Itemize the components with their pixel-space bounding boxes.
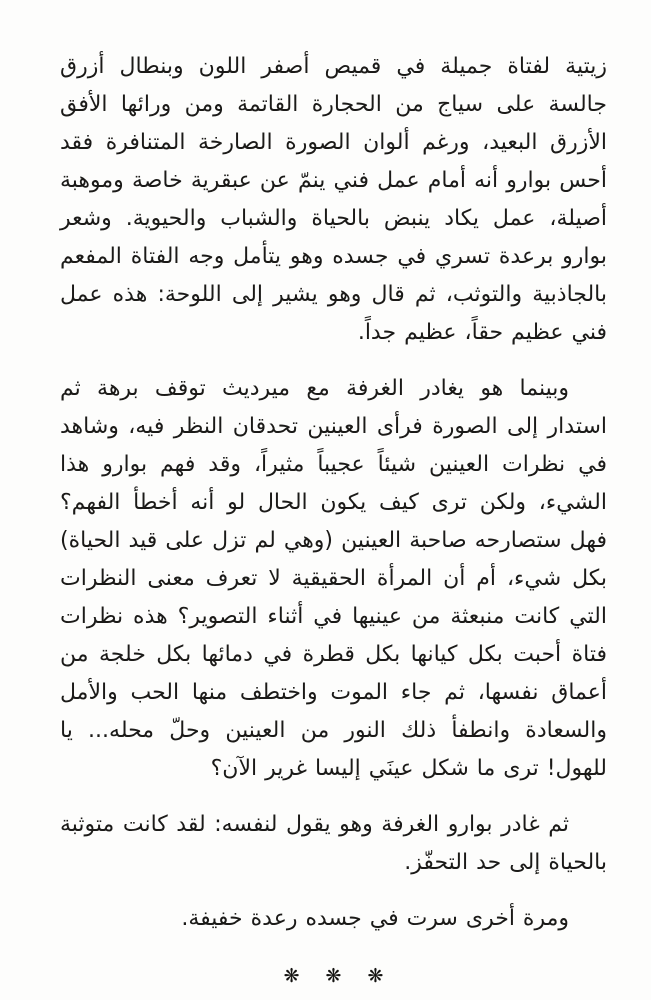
asterisk-icon: ❋: [325, 965, 342, 987]
section-break: [60, 964, 607, 988]
paragraph-4: ومرة أخرى سرت في جسده رعدة خفيفة.: [181, 906, 569, 931]
asterisk-icon: ❋: [283, 965, 300, 987]
asterisk-icon: ❋: [367, 965, 384, 987]
paragraph-2: وبينما هو يغادر الغرفة مع ميرديث توقف برهة ثم استدار إلى الصورة فرأى العينين تحدقان النظر فيه، وشاهد في نظرات العينين شيئاً عجيباً مثيراً، وقد فهم بوارو هذا الشيء، ولكن ترى كيف يكون الحال لو أنه أخطأ الفهم؟ فهل ستصارحه صاحبة العينين (وهي لم تزل على قيد الحياة) بكل شيء، أم أن المرأة الحقيقية لا تعرف معنى النظرات التي كانت منبعثة من عينيها في أثناء التصوير؟ هذه نظرات فتاة أحبت بكل كيانها بكل قطرة في دمائها بكل خلجة من أعماق نفسها، ثم جاء الموت واختطف منها الحب والأمل والسعادة وانطفأ ذلك النور من العينين وحلّ محله... يا للهول! ترى ما شكل عينَي إليسا غرير الآن؟: [60, 376, 607, 781]
paragraph-1: زيتية لفتاة جميلة في قميص أصفر اللون وبنطال أزرق جالسة على سياج من الحجارة القاتمة ومن ورائها الأفق الأزرق البعيد، ورغم ألوان الصورة الصارخة المتنافرة فقد أحس بوارو أنه أمام عمل فني ينمّ عن عبقرية خاصة وموهبة أصيلة، عمل يكاد ينبض بالحياة والشباب والحيوية. وشعر بوارو برعدة تسري في جسده وهو يتأمل وجه الفتاة المفعم بالجاذبية والتوثب، ثم قال وهو يشير إلى اللوحة: هذه عمل فني عظيم حقاً، عظيم جداً.: [60, 54, 607, 345]
paragraph-3: ثم غادر بوارو الغرفة وهو يقول لنفسه: لقد كانت متوثبة بالحياة إلى حد التحفّز.: [60, 812, 607, 875]
